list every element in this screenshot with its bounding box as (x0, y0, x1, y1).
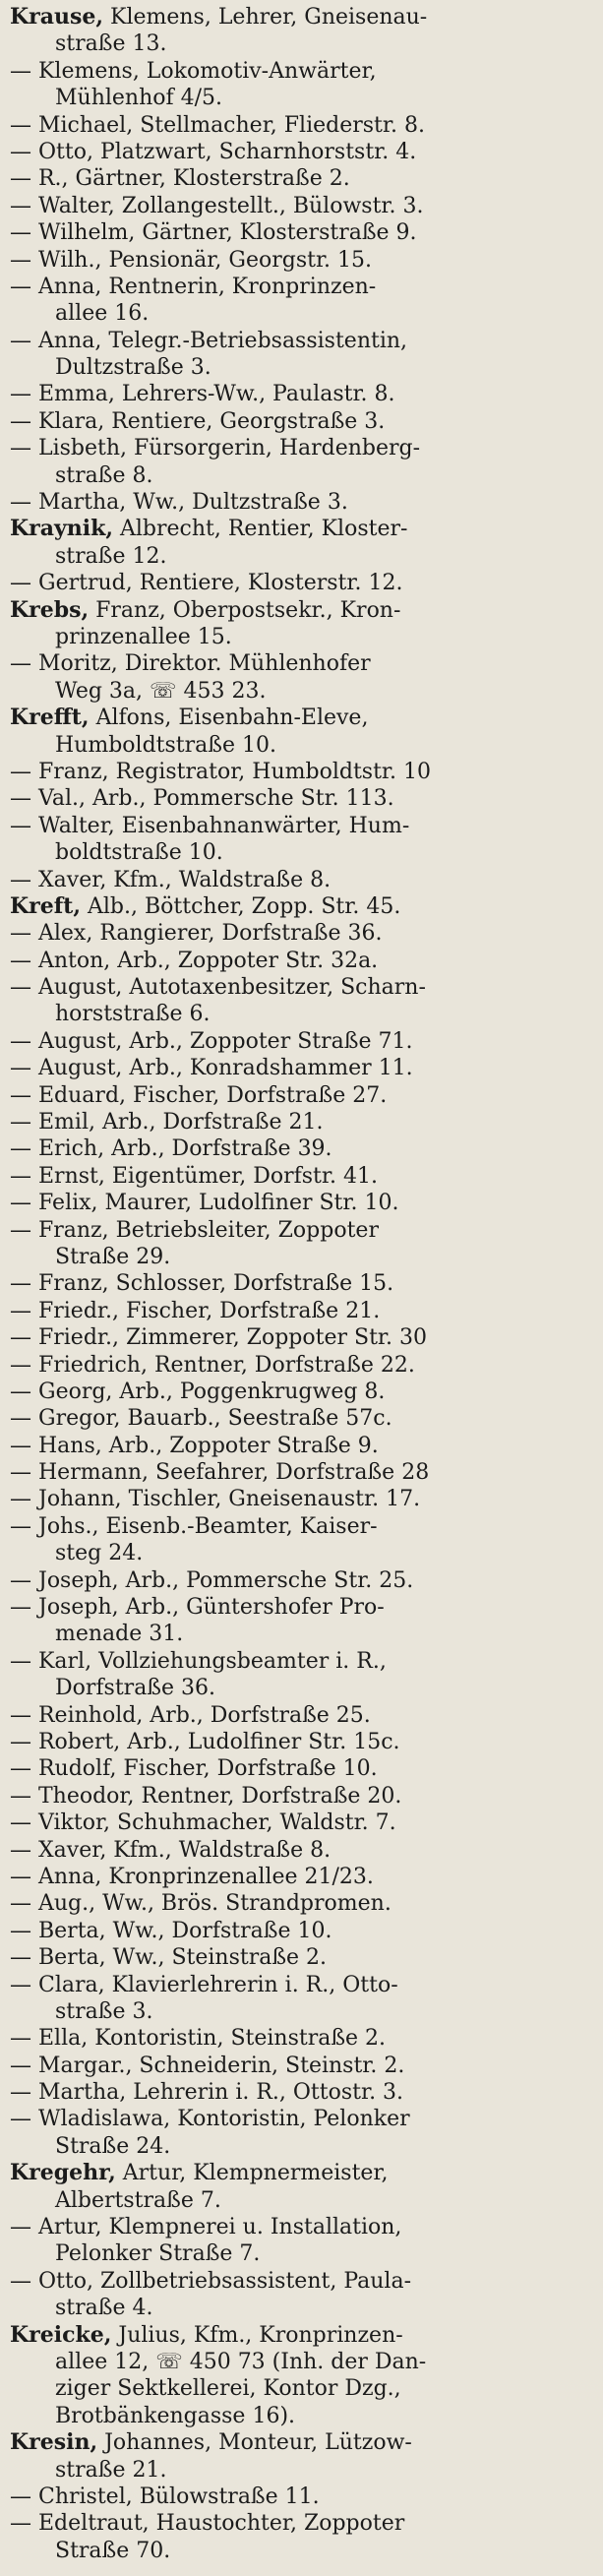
entry-continuation-line (10, 2538, 595, 2564)
entry-text: — Val., Arb., Pommersche Str. 113. (10, 786, 394, 812)
entry-text: — Lisbeth, Fürsorgerin, Hardenberg- (10, 436, 421, 461)
entry-text: — Friedr., Fischer, Dorfstraße 21. (10, 1298, 381, 1323)
entry-continuation-line (10, 1621, 595, 1647)
surname: Kreft, (10, 892, 81, 919)
entry-text: — Clara, Klavierlehrerin i. R., Otto- (10, 1972, 398, 1997)
entry-line (10, 2214, 595, 2240)
entry-text: — August, Arb., Zoppoter Straße 71. (10, 1028, 413, 1054)
entry-text: Albrecht, Rentier, Kloster- (113, 517, 408, 542)
entry-text: Straße 29. (55, 1244, 171, 1269)
entry-text: — Joseph, Arb., Güntershofer Pro- (10, 1595, 385, 1621)
entry-text: — Anna, Kronprinzenallee 21/23. (10, 1864, 374, 1889)
entry-line (10, 193, 595, 219)
entry-text: Humboldtstraße 10. (55, 732, 276, 758)
entry-line (10, 247, 595, 274)
entry-line (10, 948, 595, 974)
entry-continuation-line (10, 2240, 595, 2267)
entry-line (10, 1135, 595, 1162)
entry-text: — Wilhelm, Gärtner, Klosterstraße 9. (10, 220, 417, 246)
entry-text: Brotbänkengasse 16). (55, 2403, 296, 2428)
entry-line (10, 1405, 595, 1432)
surname: Krebs, (10, 596, 90, 623)
entry-text: — Georg, Arb., Poggenkrugweg 8. (10, 1379, 386, 1404)
entry-text: Pelonker Straße 7. (55, 2241, 261, 2267)
entry-text: — Martha, Ww., Dultzstraße 3. (10, 490, 348, 516)
entry-continuation-line (10, 462, 595, 489)
entry-text: — Otto, Platzwart, Scharnhorststr. 4. (10, 139, 417, 164)
entry-text: — Walter, Eisenbahnanwärter, Hum- (10, 813, 410, 838)
entry-text: — Rudolf, Fischer, Dorfstraße 10. (10, 1756, 378, 1782)
entry-text: boldtstraße 10. (55, 840, 223, 866)
entry-line (10, 1109, 595, 1135)
entry-text: — Klara, Rentiere, Georgstraße 3. (10, 408, 386, 434)
surname: Krefft, (10, 705, 90, 731)
entry-continuation-line (10, 2375, 595, 2402)
entry-line (10, 1352, 595, 1379)
entry-text: straße 12. (55, 543, 167, 569)
entry-line (10, 1972, 595, 1998)
entry-text: — Berta, Ww., Dorfstraße 10. (10, 1918, 332, 1943)
entry-line (10, 1190, 595, 1216)
surname: Kreicke, (10, 2321, 112, 2348)
entry-line (10, 1082, 595, 1109)
entry-line (10, 570, 595, 596)
entry-text: — Hans, Arb., Zoppoter Straße 9. (10, 1433, 379, 1458)
entry-line (10, 2025, 595, 2052)
entry-text: — Franz, Betriebsleiter, Zoppoter (10, 1217, 379, 1243)
entry-text: — Wilh., Pensionär, Georgstr. 15. (10, 247, 373, 273)
entry-text: — Emil, Arb., Dorfstraße 21. (10, 1110, 324, 1135)
entry-line (10, 1567, 595, 1594)
surname: Kresin, (10, 2429, 98, 2456)
entry-text: Weg 3a, ☏ 453 23. (55, 678, 267, 704)
entry-text: — Xaver, Kfm., Waldstraße 8. (10, 867, 332, 892)
entry-continuation-line (10, 543, 595, 570)
entry-continuation-line (10, 624, 595, 650)
entry-continuation-line (10, 1675, 595, 1701)
entry-text: — R., Gärtner, Klosterstraße 2. (10, 166, 350, 192)
entry-text: Artur, Klempnermeister, (115, 2161, 389, 2186)
entry-line (10, 1648, 595, 1675)
entry-line (10, 974, 595, 1001)
entry-line (10, 2484, 595, 2510)
entry-line (10, 1944, 595, 1971)
entry-line (10, 2510, 595, 2537)
entry-text: — Ella, Kontoristin, Steinstraße 2. (10, 2026, 387, 2052)
entry-line (10, 2053, 595, 2079)
entry-text: prinzenallee 15. (55, 624, 232, 649)
entry-text: — August, Arb., Konradshammer 11. (10, 1056, 413, 1081)
entry-continuation-line (10, 85, 595, 111)
entry-continuation-line (10, 839, 595, 866)
entry-continuation-line (10, 1540, 595, 1566)
entry-text: Johannes, Monteur, Lützow- (97, 2430, 412, 2456)
entry-line (10, 112, 595, 139)
entry-continuation-line (10, 2349, 595, 2375)
entry-continuation-line (10, 1998, 595, 2025)
entry-text: — Franz, Schlosser, Dorfstraße 15. (10, 1271, 394, 1297)
entry-heading-line (10, 2429, 595, 2456)
entry-text: — Erich, Arb., Dorfstraße 39. (10, 1136, 332, 1162)
entry-continuation-line (10, 300, 595, 327)
entry-continuation-line (10, 1001, 595, 1027)
entry-line (10, 139, 595, 165)
entry-heading-line (10, 2160, 595, 2186)
entry-text: — Martha, Lehrerin i. R., Ottostr. 3. (10, 2080, 404, 2106)
entry-line (10, 1028, 595, 1055)
entry-text: — Xaver, Kfm., Waldstraße 8. (10, 1837, 332, 1863)
entry-text: Straße 24. (55, 2133, 171, 2159)
entry-text: — Johann, Tischler, Gneisenaustr. 17. (10, 1487, 421, 1512)
entry-text: Dorfstraße 36. (55, 1676, 216, 1701)
entry-line (10, 489, 595, 516)
entry-line (10, 165, 595, 192)
entry-continuation-line (10, 1244, 595, 1270)
entry-text: — Artur, Klempnerei u. Installation, (10, 2215, 402, 2240)
entry-text: — Alex, Rangierer, Dorfstraße 36. (10, 921, 383, 947)
entry-text: — Joseph, Arb., Pommersche Str. 25. (10, 1567, 414, 1593)
entry-line (10, 274, 595, 300)
entry-line (10, 1379, 595, 1405)
entry-text: Alb., Böttcher, Zopp. Str. 45. (81, 893, 401, 919)
entry-text: — Klemens, Lokomotiv-Anwärter, (10, 58, 377, 84)
entry-line (10, 1324, 595, 1351)
entry-text: allee 16. (55, 301, 150, 327)
entry-line (10, 328, 595, 354)
entry-line (10, 1864, 595, 1890)
entry-text: — Walter, Zollangestellt., Bülowstr. 3. (10, 193, 424, 218)
entry-heading-line (10, 705, 595, 731)
entry-text: — August, Autotaxenbesitzer, Scharn- (10, 975, 426, 1001)
entry-text: — Margar., Schneiderin, Steinstr. 2. (10, 2053, 405, 2078)
entry-text: Dultzstraße 3. (55, 355, 211, 381)
entry-continuation-line (10, 354, 595, 381)
entry-line (10, 1890, 595, 1917)
entry-text: Mühlenhof 4/5. (55, 86, 223, 111)
entry-text: — Reinhold, Arb., Dorfstraße 25. (10, 1702, 371, 1728)
entry-line (10, 1918, 595, 1944)
entry-text: — Otto, Zollbetriebsassistent, Paula- (10, 2268, 411, 2294)
entry-text: — Emma, Lehrers-Ww., Paulastr. 8. (10, 382, 395, 407)
entry-line (10, 1055, 595, 1081)
entry-text: — Gertrud, Rentiere, Klosterstr. 12. (10, 571, 403, 596)
entry-continuation-line (10, 2187, 595, 2214)
entry-text: straße 21. (55, 2457, 167, 2483)
entry-continuation-line (10, 2133, 595, 2160)
entry-text: allee 12, ☏ 450 73 (Inh. der Dan- (55, 2349, 427, 2374)
entry-text: — Anna, Rentnerin, Kronprinzen- (10, 274, 377, 299)
surname: Kraynik, (10, 516, 114, 542)
entry-line (10, 1298, 595, 1324)
entry-line (10, 1217, 595, 1244)
entry-text: — Johs., Eisenb.-Beamter, Kaiser- (10, 1513, 378, 1539)
entry-text: — Wladislawa, Kontoristin, Pelonker (10, 2107, 410, 2132)
entry-line (10, 1433, 595, 1459)
entry-text: straße 3. (55, 1998, 153, 2024)
entry-line (10, 1594, 595, 1621)
entry-continuation-line (10, 2295, 595, 2321)
entry-line (10, 1459, 595, 1486)
entry-line (10, 1729, 595, 1755)
entry-heading-line (10, 4, 595, 31)
entry-line (10, 1755, 595, 1782)
entry-line (10, 1163, 595, 1190)
entry-line (10, 435, 595, 461)
entry-text: — Anna, Telegr.-Betriebsassistentin, (10, 328, 408, 353)
entry-text: — Karl, Vollziehungsbeamter i. R., (10, 1648, 387, 1674)
entry-line (10, 408, 595, 435)
entry-line (10, 785, 595, 812)
entry-line (10, 2106, 595, 2132)
entry-text: — Theodor, Rentner, Dorfstraße 20. (10, 1783, 402, 1809)
entry-line (10, 1837, 595, 1864)
entry-text: — Gregor, Bauarb., Seestraße 57c. (10, 1406, 392, 1432)
entry-text: — Friedrich, Rentner, Dorfstraße 22. (10, 1352, 415, 1378)
entry-text: straße 13. (55, 31, 167, 57)
entry-text: Straße 70. (55, 2538, 171, 2563)
entry-text: Klemens, Lehrer, Gneisenau- (103, 5, 428, 30)
entry-continuation-line (10, 2457, 595, 2484)
entry-line (10, 759, 595, 785)
entry-line (10, 2079, 595, 2106)
entry-line (10, 2268, 595, 2295)
entry-line (10, 920, 595, 947)
entry-heading-line (10, 516, 595, 542)
directory-entries (10, 4, 595, 2564)
entry-line (10, 1702, 595, 1729)
entry-line (10, 867, 595, 893)
entry-text: Julius, Kfm., Kronprinzen- (111, 2322, 403, 2348)
entry-continuation-line (10, 678, 595, 705)
entry-text: straße 4. (55, 2296, 153, 2321)
entry-line (10, 58, 595, 85)
surname: Kregehr, (10, 2160, 116, 2186)
entry-text: — Edeltraut, Haustochter, Zoppoter (10, 2511, 405, 2537)
entry-text: — Ernst, Eigentümer, Dorfstr. 41. (10, 1163, 378, 1189)
entry-text: — Moritz, Direktor. Mühlenhofer (10, 651, 371, 677)
entry-text: Albertstraße 7. (55, 2187, 221, 2213)
entry-text: steg 24. (55, 1541, 144, 1566)
entry-text: Alfons, Eisenbahn-Eleve, (89, 705, 369, 731)
entry-text: — Viktor, Schuhmacher, Waldstr. 7. (10, 1810, 396, 1836)
entry-text: — Robert, Arb., Ludolfiner Str. 15c. (10, 1730, 400, 1754)
entry-line (10, 813, 595, 839)
entry-text: — Anton, Arb., Zoppoter Str. 32a. (10, 948, 379, 973)
entry-text: — Michael, Stellmacher, Fliederstr. 8. (10, 112, 425, 138)
entry-heading-line (10, 893, 595, 920)
entry-text: Franz, Oberpostsekr., Kron- (89, 597, 401, 623)
entry-line (10, 1486, 595, 1512)
entry-continuation-line (10, 2403, 595, 2429)
entry-line (10, 1270, 595, 1297)
entry-text: — Friedr., Zimmerer, Zoppoter Str. 30 (10, 1325, 427, 1351)
entry-line (10, 1809, 595, 1836)
entry-text: ziger Sektkellerei, Kontor Dzg., (55, 2376, 401, 2402)
entry-continuation-line (10, 31, 595, 57)
entry-continuation-line (10, 732, 595, 759)
entry-heading-line (10, 2322, 595, 2349)
entry-line (10, 1783, 595, 1809)
entry-line (10, 381, 595, 407)
entry-line (10, 219, 595, 246)
entry-text: menade 31. (55, 1622, 184, 1647)
surname: Krause, (10, 4, 104, 30)
entry-text: — Berta, Ww., Steinstraße 2. (10, 1945, 328, 1971)
entry-text: — Franz, Registrator, Humboldtstr. 10 (10, 759, 431, 784)
entry-line (10, 650, 595, 677)
entry-text: — Hermann, Seefahrer, Dorfstraße 28 (10, 1460, 430, 1486)
entry-heading-line (10, 597, 595, 624)
entry-text: straße 8. (55, 462, 153, 488)
entry-text: — Eduard, Fischer, Dorfstraße 27. (10, 1082, 388, 1108)
entry-text: — Christel, Bülowstraße 11. (10, 2484, 320, 2509)
entry-text: — Aug., Ww., Brös. Strandpromen. (10, 1891, 392, 1917)
entry-text: — Felix, Maurer, Ludolfiner Str. 10. (10, 1191, 399, 1216)
entry-text: horststraße 6. (55, 1002, 211, 1027)
entry-line (10, 1513, 595, 1540)
